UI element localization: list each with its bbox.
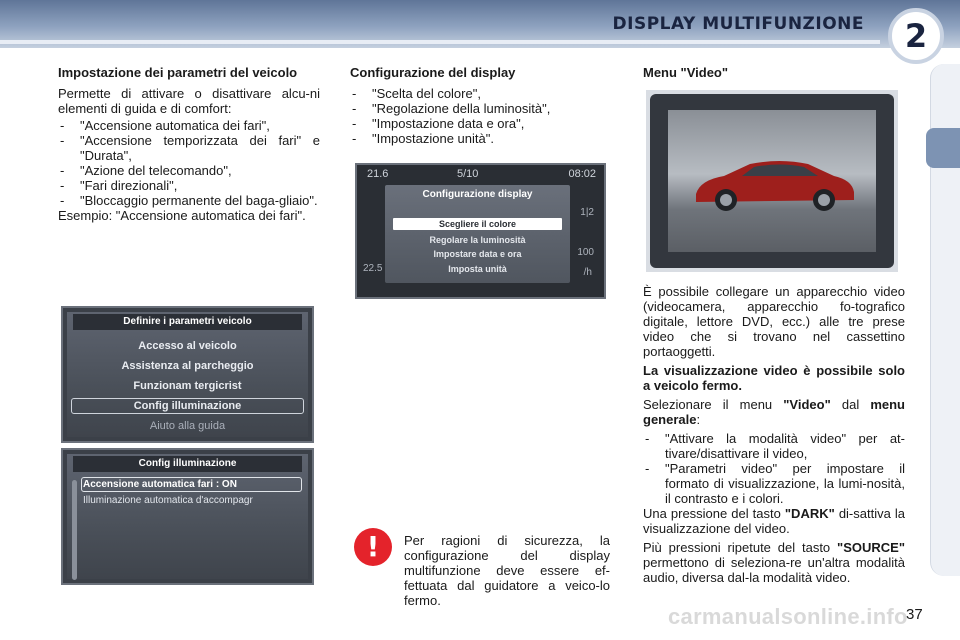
list-item: - "Azione del telecomando", <box>58 163 320 178</box>
vehicle-params-list <box>58 118 320 208</box>
video-options-list <box>643 431 905 506</box>
vehicle-params-section <box>58 66 320 225</box>
video-safety-note: La visualizzazione video è possibile solo a veicolo fermo. <box>643 363 905 393</box>
screen-title: Definire i parametri veicolo <box>73 314 302 330</box>
screen-menu-item: Accesso al veicolo <box>138 340 237 352</box>
display-config-heading: Configurazione del display <box>350 65 516 80</box>
list-item: - "Fari direzionali", <box>58 178 320 193</box>
chapter-badge <box>888 8 944 64</box>
list-item: - "Accensione automatica dei fari", <box>58 118 320 133</box>
vehicle-params-intro: Permette di attivare o disattivare alcu-ni elementi di guida e di comfort: <box>58 86 320 116</box>
list-item: - "Scelta del colore", <box>350 86 606 101</box>
video-menu-body <box>643 284 905 587</box>
video-dark-para: Una pressione del tasto "DARK" di-sattiva la visualizzazione del video. <box>643 506 905 536</box>
screen-clock-readout: 08:02 <box>568 168 596 180</box>
safety-warning-text: Per ragioni di sicurezza, la configurazione del display multifunzione deve essere ef-fettuata dal guidatore a veico-lo fermo. <box>404 533 610 608</box>
page-header <box>0 0 960 48</box>
screen-menu-item: Impostare data e ora <box>433 249 522 259</box>
video-menu-section <box>643 66 905 86</box>
list-item: - "Regolazione della luminosità", <box>350 101 606 116</box>
screen-status-bar <box>361 168 600 184</box>
list-item: - "Impostazione data e ora", <box>350 116 606 131</box>
screen-scrollbar <box>72 480 77 580</box>
vehicle-params-heading: Impostazione dei parametri del veicolo <box>58 65 298 80</box>
screen-menu-item: Funzionam tergicrist <box>133 380 242 392</box>
vehicle-params-screenshot <box>61 306 314 443</box>
vehicle-params-example: Esempio: "Accensione automatica dei fari". <box>58 208 306 223</box>
list-item: - "Bloccaggio permanente del baga-gliaio". <box>58 193 320 208</box>
exclamation-icon: ! <box>354 528 392 566</box>
video-menu-heading: Menu "Video" <box>643 65 729 80</box>
screen-side-readout: 1|2 <box>580 207 594 218</box>
display-config-screenshot <box>355 163 606 299</box>
screen-menu-item: Regolare la luminosità <box>429 235 526 245</box>
screen-title: Config illuminazione <box>73 456 302 472</box>
display-config-section <box>350 66 606 146</box>
screen-menu-item-selected: Scegliere il colore <box>438 219 517 229</box>
screen-row: Illuminazione automatica d'accompagr <box>83 495 253 506</box>
list-item: - "Impostazione unità". <box>350 131 606 146</box>
screen-menu-item-selected: Config illuminazione <box>133 400 242 412</box>
screen-menu-item: Aiuto alla guida <box>149 420 226 432</box>
video-connect-para: È possibile collegare un apparecchio video (videocamera, apparecchio fo-tografico digitale, lettore DVD, ecc.) alle tre prese video che si trovano nel cassettino portaoggetti. <box>643 284 905 359</box>
chapter-number: 2 <box>904 17 928 55</box>
chapter-tab-active <box>926 128 960 168</box>
page-title: DISPLAY MULTIFUNZIONE <box>612 14 864 34</box>
screen-track-readout: 5/10 <box>457 168 479 180</box>
screen-row-selected: Accensione automatica fari : ON <box>83 479 237 490</box>
video-source-para: Più pressioni ripetute del tasto "SOURCE" permettono di seleziona-re un'altra modalità audio, diversa dal-la modalità video. <box>643 540 905 585</box>
screen-side-readout: /h <box>583 267 592 278</box>
header-stripe <box>0 40 880 44</box>
video-display-photo <box>646 90 898 272</box>
screen-menu <box>385 185 570 283</box>
screen-menu-item: Imposta unità <box>448 264 507 274</box>
screen-side-readout: 22.5 <box>363 263 383 274</box>
screen-menu-item: Assistenza al parcheggio <box>121 360 254 372</box>
list-item: - "Parametri video" per impostare il formato di visualizzazione, la lumi-nosità, il contrasto e i colori. <box>643 461 905 506</box>
screen-side-readout: 100 <box>577 247 594 258</box>
screen-title: Configurazione display <box>422 189 533 200</box>
video-select-para: Selezionare il menu "Video" dal menu generale: <box>643 397 905 427</box>
lighting-config-screenshot <box>61 448 314 585</box>
screen-temp-readout: 21.6 <box>367 168 389 180</box>
list-item: - "Attivare la modalità video" per at-tivare/disattivare il video, <box>643 431 905 461</box>
car-illustration <box>690 154 858 216</box>
watermark: carmanualsonline.info <box>668 604 908 629</box>
display-config-list <box>350 86 606 146</box>
page-number: 37 <box>906 606 923 623</box>
list-item: - "Accensione temporizzata dei fari" e "Durata", <box>58 133 320 163</box>
car-photo <box>668 110 876 252</box>
